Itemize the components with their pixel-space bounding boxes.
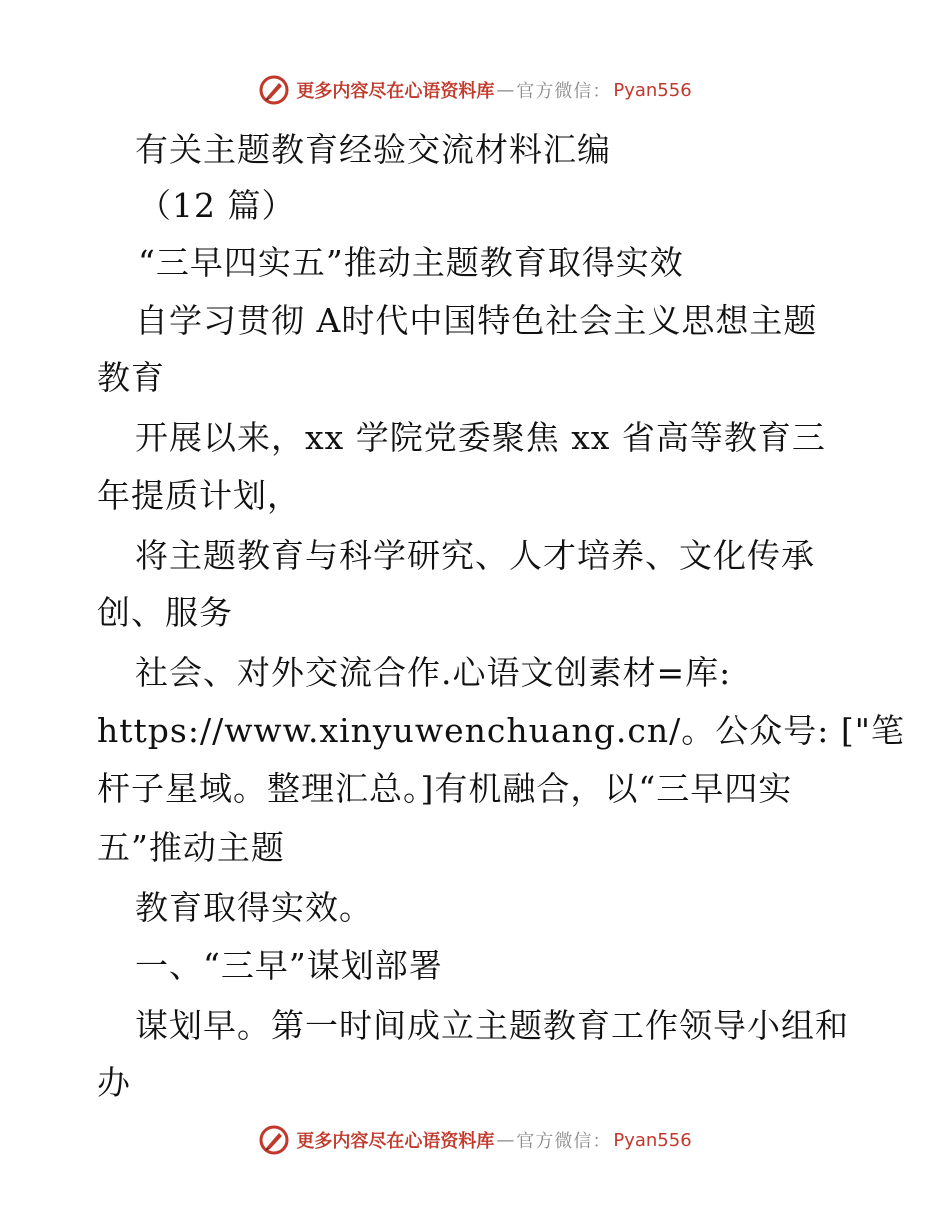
- section-subheading: 一、“三早”谋划部署: [135, 946, 443, 985]
- watermark-banner-bottom: [0, 1120, 950, 1160]
- watermark-sub-text: 官方微信：: [516, 81, 612, 102]
- paragraph-line: 自学习贯彻 A时代中国特色社会主义思想主题: [135, 301, 818, 340]
- section-heading: “三早四实五”推动主题教育取得实效: [138, 243, 684, 282]
- paragraph-line: 教育: [97, 358, 165, 397]
- paragraph-line: 五”推动主题: [97, 828, 285, 867]
- paragraph-line: 办: [97, 1063, 131, 1102]
- pen-circle-logo-icon: [258, 74, 290, 106]
- paragraph-line: 杆子星域。整理汇总。]有机融合，以“三早四实: [97, 769, 793, 808]
- document-title: 有关主题教育经验交流材料汇编: [135, 130, 611, 169]
- paragraph-line: 教育取得实效。: [135, 888, 373, 927]
- watermark-separator: —: [496, 79, 515, 101]
- watermark-separator: —: [496, 1129, 515, 1151]
- paragraph-line: 开展以来，xx 学院党委聚焦 xx 省高等教育三: [135, 418, 826, 457]
- watermark-banner-top: [0, 70, 950, 110]
- paragraph-line: 创、服务: [97, 593, 233, 632]
- paragraph-line: 将主题教育与科学研究、人才培养、文化传承: [135, 536, 815, 575]
- paragraph-line: 年提质计划，: [97, 476, 301, 515]
- paragraph-line: 社会、对外交流合作.心语文创素材=库:: [135, 653, 732, 692]
- watermark-wechat-id: Pyan556: [613, 1129, 692, 1151]
- paragraph-line: 谋划早。第一时间成立主题教育工作领导小组和: [135, 1006, 849, 1045]
- pen-circle-logo-icon: [258, 1124, 290, 1156]
- watermark-brand-text: 更多内容尽在心语资料库: [296, 81, 495, 102]
- paragraph-line: https://www.xinyuwenchuang.cn/。公众号: ["笔: [97, 711, 905, 750]
- document-subtitle: （12 篇）: [138, 186, 296, 225]
- watermark-wechat-id: Pyan556: [613, 79, 692, 101]
- watermark-sub-text: 官方微信：: [516, 1131, 612, 1152]
- watermark-brand-text: 更多内容尽在心语资料库: [296, 1131, 495, 1152]
